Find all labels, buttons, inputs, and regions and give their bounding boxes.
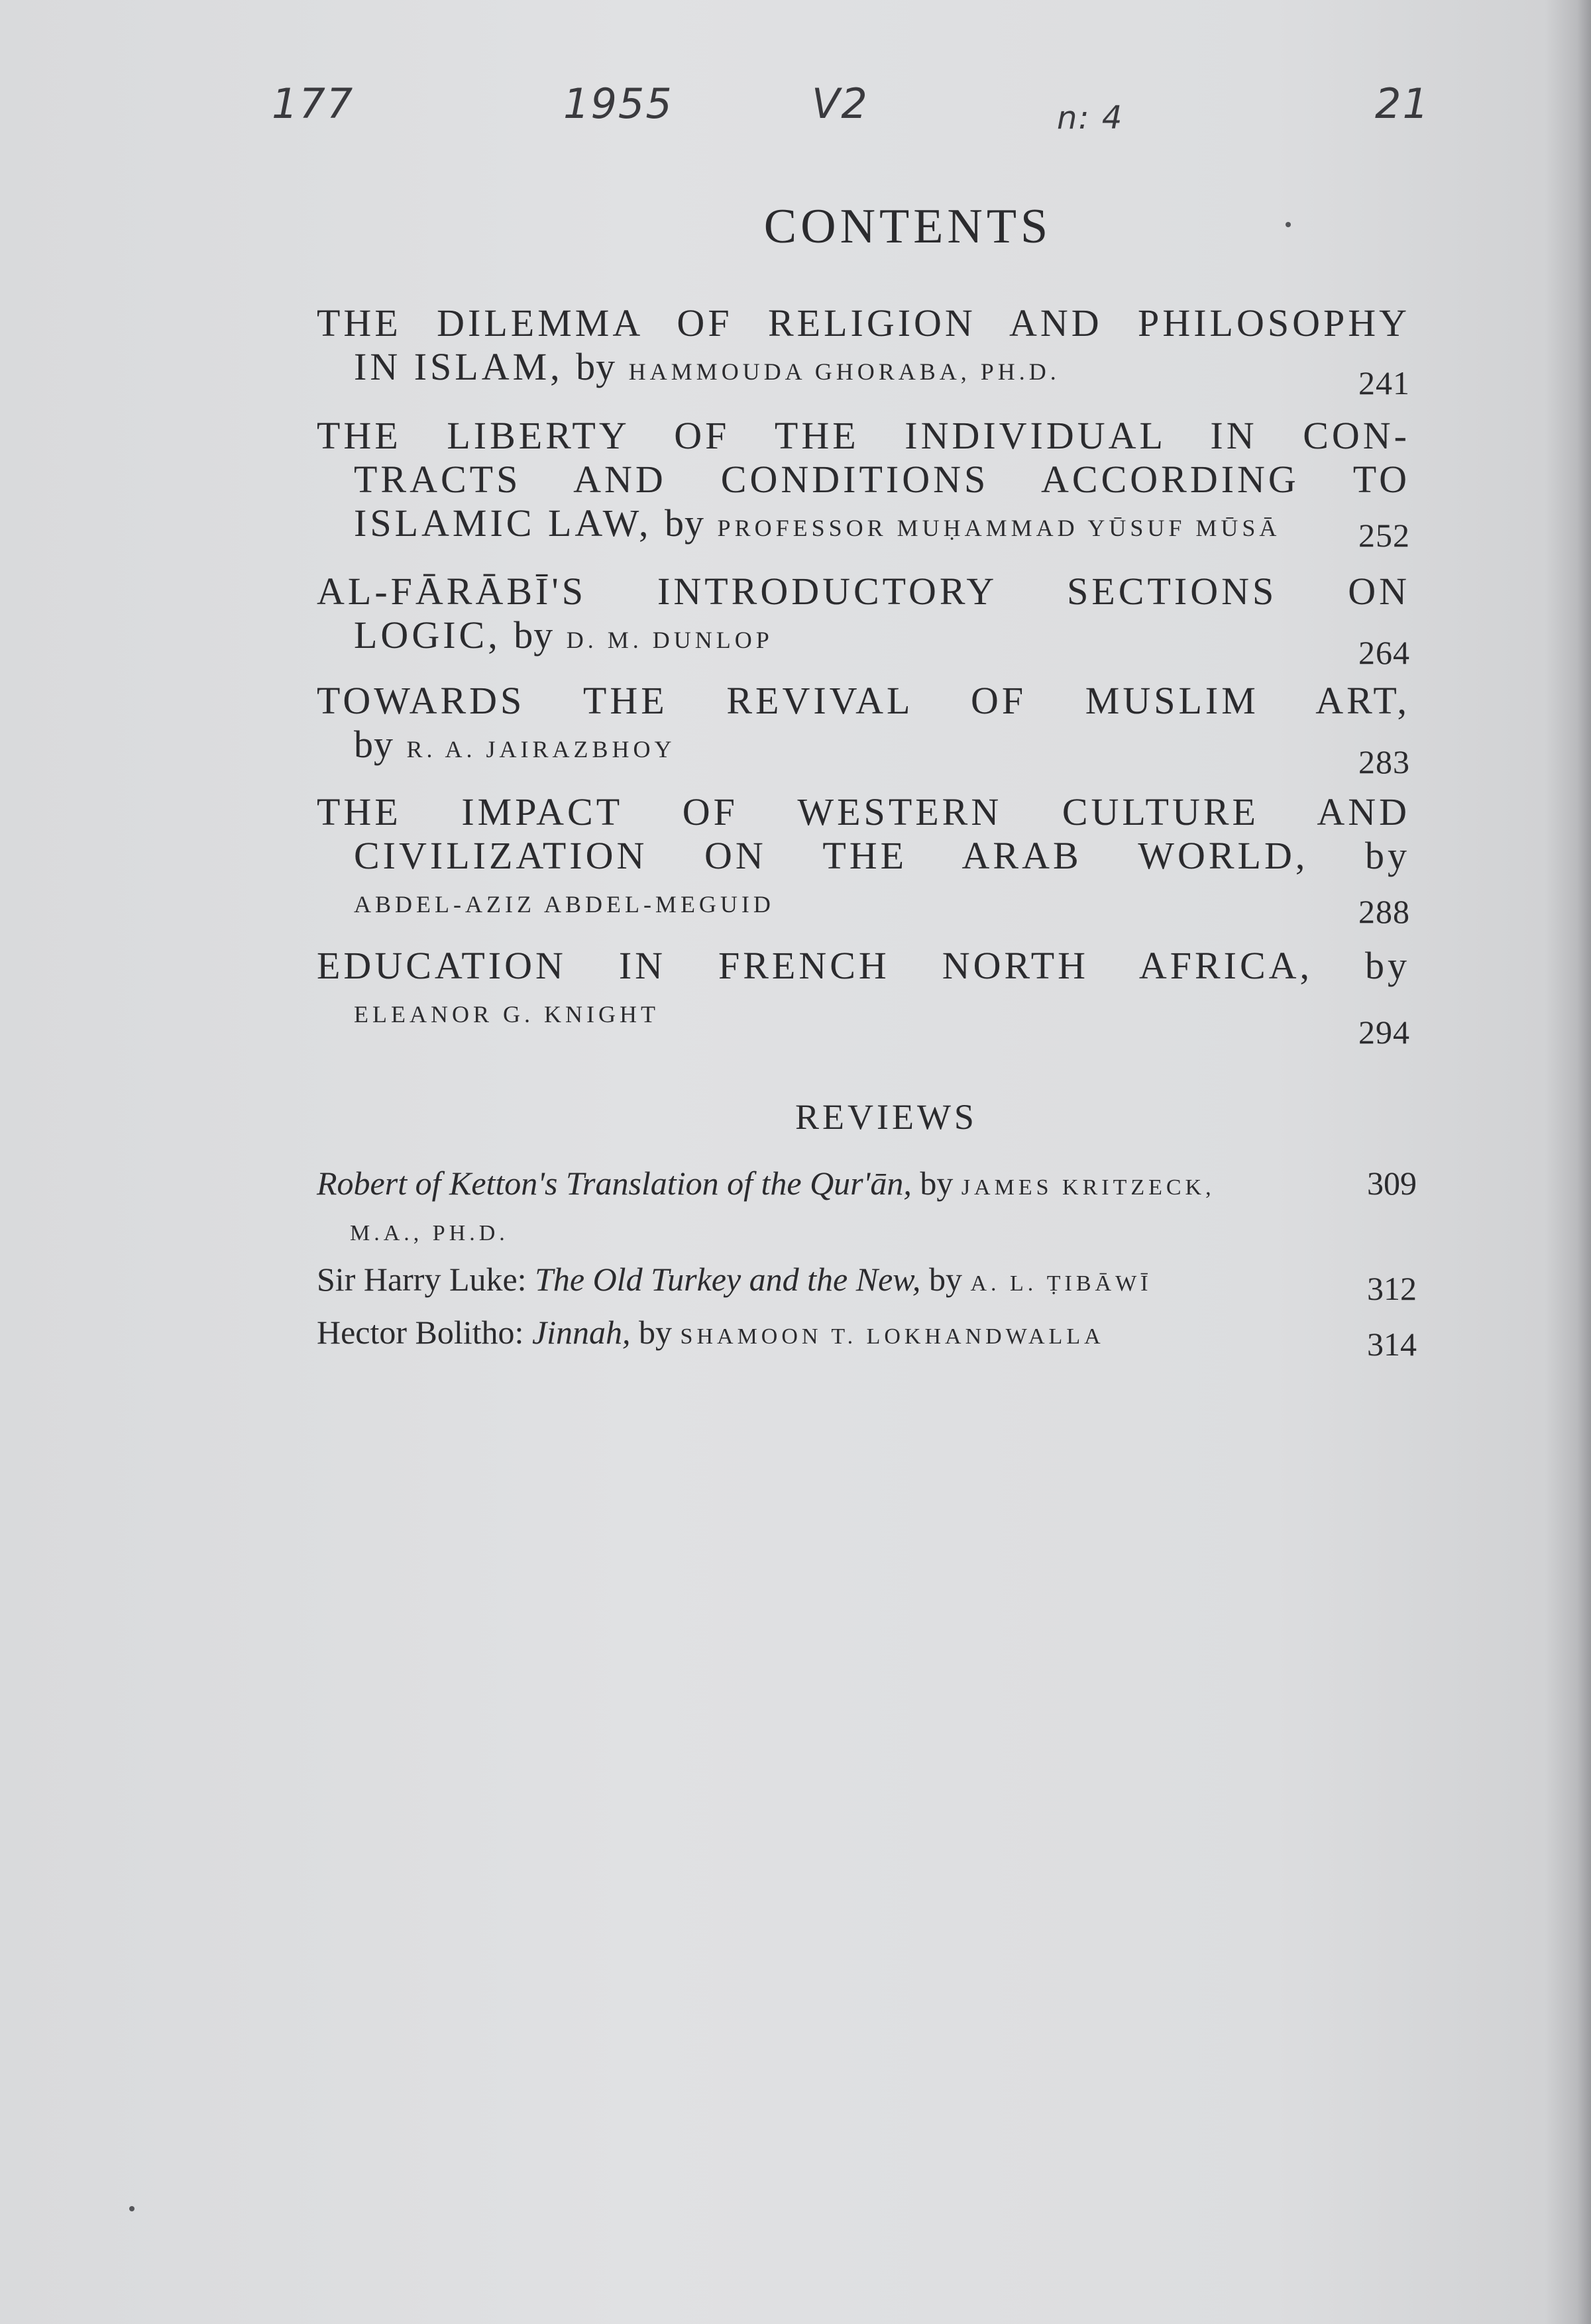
entry-by: by <box>354 723 394 766</box>
review-entry <box>317 1163 1417 1254</box>
entry-title-line: TRACTS AND CONDITIONS ACCORDING TO <box>354 458 1410 501</box>
contents-entry <box>317 301 1410 401</box>
entry-title-end: IN ISLAM, <box>354 345 563 388</box>
entry-title-line: EDUCATION IN FRENCH NORTH AFRICA, by <box>317 944 1410 987</box>
entry-last-line <box>317 878 1410 926</box>
entry-page-number: 283 <box>1358 743 1410 780</box>
review-book-title: The Old Turkey and the New, <box>535 1261 921 1298</box>
handwritten-note-1: 177 <box>272 79 355 128</box>
handwritten-note-5: 21 <box>1375 79 1430 128</box>
entry-page-number: 264 <box>1358 634 1410 671</box>
review-book-title: Robert of Ketton's Translation of the Qur'ān, <box>317 1165 912 1202</box>
review-line <box>317 1312 1417 1357</box>
entry-title-line: THE DILEMMA OF RELIGION AND PHILOSOPHY <box>317 301 1410 344</box>
review-by: by <box>928 1261 962 1298</box>
review-line <box>317 1163 1417 1208</box>
entry-title-line: THE LIBERTY OF THE INDIVIDUAL IN CON- <box>317 414 1410 457</box>
entry-page-number: 241 <box>1358 364 1410 401</box>
entry-by: by <box>665 502 705 545</box>
entry-title-line: THE IMPACT OF WESTERN CULTURE AND <box>317 790 1410 833</box>
review-by: by <box>920 1165 954 1202</box>
entry-author: D. M. DUNLOP <box>566 627 773 653</box>
entry-last-line <box>317 345 1410 394</box>
entry-last-line <box>317 988 1410 1036</box>
contents-entry <box>317 414 1410 554</box>
entry-last-line <box>317 502 1410 550</box>
paper-speck <box>1286 222 1291 227</box>
reviews-heading: REVIEWS <box>795 1097 977 1137</box>
handwritten-note-3: V2 <box>812 79 869 128</box>
handwritten-note-4: n: 4 <box>1057 99 1124 136</box>
entry-author: ABDEL-AZIZ ABDEL-MEGUID <box>354 891 775 918</box>
review-line <box>317 1259 1417 1304</box>
paper-speck <box>129 2206 135 2211</box>
review-book-author: Sir Harry Luke: <box>317 1261 527 1298</box>
review-page-number: 309 <box>1367 1165 1417 1202</box>
review-line <box>317 1208 1417 1254</box>
review-page-number: 312 <box>1367 1270 1417 1307</box>
contents-entry <box>317 570 1410 671</box>
entry-author: ELEANOR G. KNIGHT <box>354 1001 659 1028</box>
review-reviewer-credentials: M.A., PH.D. <box>350 1221 509 1245</box>
review-entry <box>317 1312 1417 1363</box>
entry-title-line: AL-FĀRĀBĪ'S INTRODUCTORY SECTIONS ON <box>317 570 1410 613</box>
entry-by: by <box>576 345 616 388</box>
entry-title-end: LOGIC, <box>354 613 501 657</box>
review-reviewer: A. L. ṬIBĀWĪ <box>970 1271 1152 1296</box>
entry-page-number: 294 <box>1358 1014 1410 1051</box>
entry-author: PROFESSOR MUḤAMMAD YŪSUF MŪSĀ <box>717 515 1281 541</box>
review-page-number: 314 <box>1367 1326 1417 1363</box>
handwritten-note-2: 1955 <box>563 79 673 128</box>
contents-entry <box>317 679 1410 780</box>
review-by: by <box>639 1314 673 1351</box>
review-entry <box>317 1259 1417 1307</box>
entry-title-line: TOWARDS THE REVIVAL OF MUSLIM ART, <box>317 679 1410 722</box>
review-reviewer: JAMES KRITZECK, <box>961 1175 1215 1200</box>
entry-title-line: CIVILIZATION ON THE ARAB WORLD, by <box>354 834 1410 877</box>
page-edge-shadow <box>1545 0 1591 2324</box>
entry-author: R. A. JAIRAZBHOY <box>406 736 676 763</box>
entry-title-end: ISLAMIC LAW, <box>354 502 652 545</box>
contents-entry <box>317 944 1410 1051</box>
entry-by: by <box>514 613 554 657</box>
entry-last-line <box>317 723 1410 771</box>
contents-entry <box>317 790 1410 930</box>
page-title: CONTENTS <box>763 199 1052 254</box>
review-reviewer: SHAMOON T. LOKHANDWALLA <box>680 1324 1105 1349</box>
entry-page-number: 252 <box>1358 517 1410 554</box>
entry-page-number: 288 <box>1358 893 1410 930</box>
review-book-author: Hector Bolitho: <box>317 1314 524 1351</box>
review-book-title: Jinnah, <box>531 1314 631 1351</box>
entry-last-line <box>317 613 1410 662</box>
entry-author: HAMMOUDA GHORABA, PH.D. <box>628 358 1060 385</box>
